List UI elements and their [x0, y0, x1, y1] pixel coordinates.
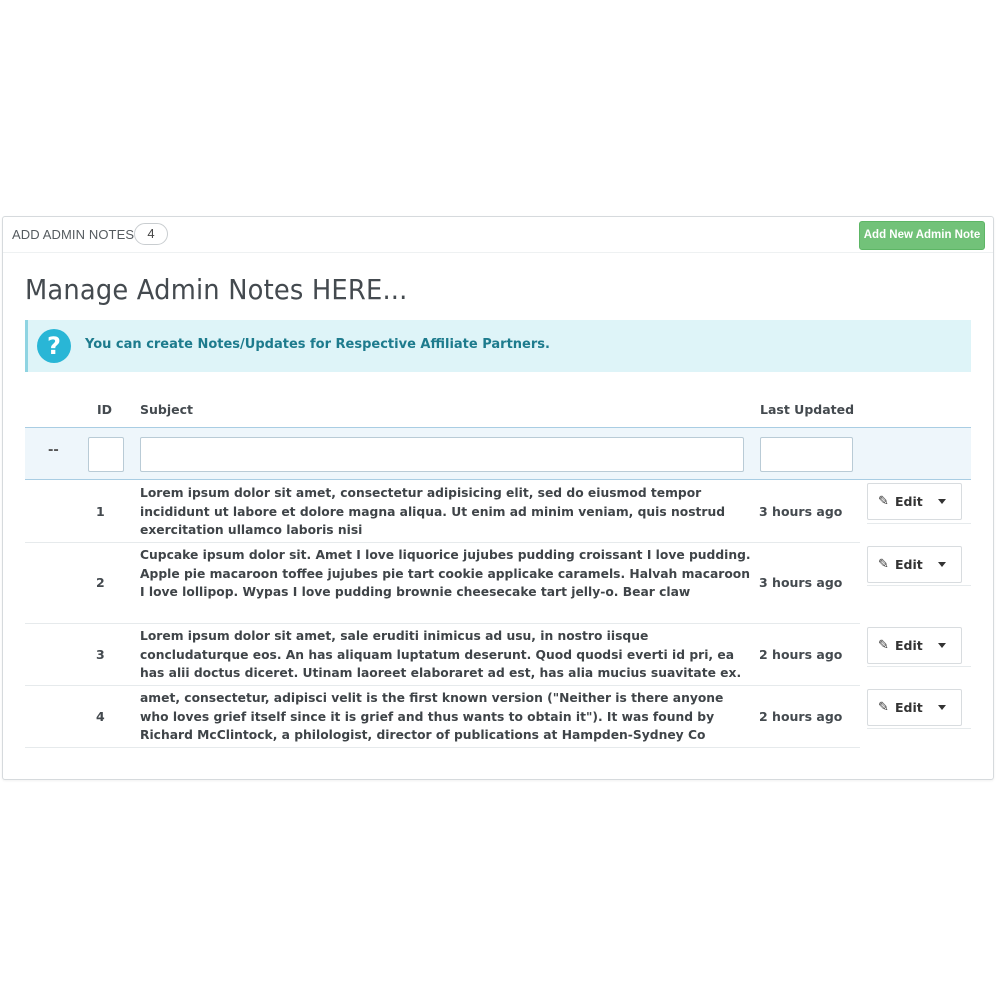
admin-notes-panel — [2, 216, 994, 780]
add-new-admin-note-button[interactable]: Add New Admin Note — [859, 221, 985, 250]
edit-label: Edit — [895, 638, 923, 653]
caret-down-icon[interactable] — [938, 643, 946, 648]
panel-heading-title: ADD ADMIN NOTES — [12, 227, 135, 242]
table-row — [25, 481, 860, 543]
row-id: 3 — [96, 647, 105, 662]
row-id: 4 — [96, 709, 105, 724]
edit-label: Edit — [895, 557, 923, 572]
filter-reset-label: -- — [48, 443, 59, 458]
row-id: 2 — [96, 575, 105, 590]
info-alert — [25, 320, 971, 372]
column-header-last-updated[interactable]: Last Updated — [760, 402, 855, 417]
row-last-updated: 2 hours ago — [759, 647, 843, 662]
edit-button[interactable] — [867, 627, 962, 664]
action-divider — [867, 585, 971, 586]
info-alert-text: You can create Notes/Updates for Respective Affiliate Partners. — [85, 337, 550, 352]
pencil-icon: ✎ — [878, 557, 889, 572]
action-divider — [867, 523, 971, 524]
filter-subject-input[interactable] — [140, 437, 744, 472]
row-subject: amet, consectetur, adipisci velit is the first known version ("Neither is there anyone who loves grief itself since it is grief and thus wants to obtain it"). It was found by Richard McClintock, a philologist, director of publications at Hampden-Sydney Co — [140, 691, 724, 742]
pencil-icon: ✎ — [878, 638, 889, 653]
table-row — [25, 543, 860, 624]
edit-label: Edit — [895, 494, 923, 509]
filter-row — [25, 427, 971, 480]
edit-button[interactable] — [867, 689, 962, 726]
table-row — [25, 624, 860, 686]
column-header-subject[interactable]: Subject — [140, 402, 193, 417]
action-divider — [867, 666, 971, 667]
column-header-id[interactable]: ID — [97, 402, 113, 417]
row-subject: Cupcake ipsum dolor sit. Amet I love liquorice jujubes pudding croissant I love pudding. Apple pie macaroon toffee jujubes pie tart cookie applicake caramels. Halvah macaroon I love lollipop. Wypas I love pudding brownie cheesecake tart jelly-o. Bear claw — [140, 548, 751, 599]
caret-down-icon[interactable] — [938, 705, 946, 710]
row-last-updated: 3 hours ago — [759, 575, 843, 590]
caret-down-icon[interactable] — [938, 562, 946, 567]
pencil-icon: ✎ — [878, 700, 889, 715]
filter-last-updated-input[interactable] — [760, 437, 853, 472]
page-title: Manage Admin Notes HERE... — [25, 273, 408, 306]
row-last-updated: 3 hours ago — [759, 504, 843, 519]
filter-id-input[interactable] — [88, 437, 124, 472]
edit-label: Edit — [895, 700, 923, 715]
table-row — [25, 686, 860, 748]
caret-down-icon[interactable] — [938, 499, 946, 504]
row-subject: Lorem ipsum dolor sit amet, consectetur adipisicing elit, sed do eiusmod tempor incididunt ut labore et dolore magna aliqua. Ut enim ad minim veniam, quis nostrud exercitation ullamco laboris nisi — [140, 486, 726, 537]
row-last-updated: 2 hours ago — [759, 709, 843, 724]
notes-count-badge: 4 — [134, 223, 168, 245]
edit-button[interactable] — [867, 483, 962, 520]
row-id: 1 — [96, 504, 105, 519]
edit-button[interactable] — [867, 546, 962, 583]
question-circle-icon: ? — [37, 329, 71, 363]
panel-heading — [3, 217, 993, 253]
action-divider — [867, 728, 971, 729]
row-subject: Lorem ipsum dolor sit amet, sale eruditi inimicus ad usu, in nostro iisque concludaturque eos. An has aliquam luptatum deserunt. Quod quodsi everti id pri, ea has alii doctus diceret. Utinam laoreet elaboraret ad est, has alia mucius suavitate ex. — [140, 629, 742, 680]
pencil-icon: ✎ — [878, 494, 889, 509]
